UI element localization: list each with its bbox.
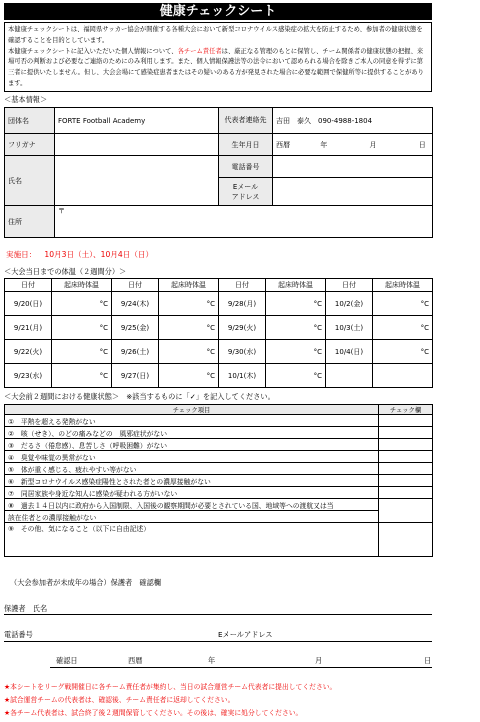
confirm-era: 西暦 [128, 656, 143, 665]
name-label: 氏名 [5, 156, 55, 206]
check-item-text: ⑨ その他、気になること（以下に自由記述） [5, 523, 379, 557]
temp-value-field[interactable]: °C [266, 340, 326, 364]
check-item-row [5, 523, 433, 557]
check-item-text: 該在住者との濃厚接触がない [5, 511, 379, 523]
col-date-1: 日付 [5, 279, 52, 292]
check-item-row [5, 499, 433, 511]
postal-mark: 〒 [58, 207, 65, 215]
temp-date: 9/22(火) [5, 340, 52, 364]
check-item-row [5, 487, 433, 499]
check-item-text: ③ だるさ（倦怠感）、息苦しさ（呼吸困難）がない [5, 439, 379, 451]
temp-date: 9/26(土) [112, 340, 159, 364]
check-item-text: ⑤ 体が重く感じる、疲れやすい等がない [5, 463, 379, 475]
check-box-field[interactable] [379, 499, 433, 523]
temp-row [5, 292, 433, 316]
temp-value-field[interactable]: °C [159, 292, 219, 316]
phone-label: 電話番号 [219, 156, 273, 178]
check-column-header: チェック欄 [379, 405, 433, 415]
check-box-field[interactable] [379, 451, 433, 463]
temp-date: 9/27(日) [112, 364, 159, 388]
footnote-1: ★本シートをリーグ戦開催日に各チーム責任者が集約し、当日の試合運営チーム代表者に提出してください。 [4, 683, 337, 691]
guardian-name-line[interactable] [4, 614, 432, 615]
temp-date: 10/1(木) [219, 364, 266, 388]
temp-row [5, 316, 433, 340]
name-field[interactable] [55, 156, 219, 206]
guardian-name-label: 保護者 氏名 [4, 604, 48, 613]
temp-value-field[interactable]: °C [52, 292, 112, 316]
intro-text [4, 22, 432, 92]
guardian-contact-line[interactable] [4, 641, 432, 642]
check-item-row [5, 463, 433, 475]
temperature-table [4, 278, 433, 388]
check-box-field[interactable] [379, 415, 433, 427]
event-dates: 実施日： 10月3日（土）、10月4日（日） [6, 250, 154, 259]
birthdate-field[interactable]: 西暦 年 月 日 [273, 134, 433, 156]
temp-date: 9/25(金) [112, 316, 159, 340]
check-item-text: ① 平熱を超える発熱がない [5, 415, 379, 427]
check-item-text: ⑥ 新型コロナウイルス感染症陽性とされた者との濃厚接触がない [5, 475, 379, 487]
check-item-text: ⑦ 同居家族や身近な知人に感染が疑われる方がいない [5, 487, 379, 499]
page-title: 健康チェックシート [4, 3, 432, 20]
check-box-field[interactable] [379, 487, 433, 499]
guardian-email-label: Eメールアドレス [218, 630, 273, 639]
check-box-field[interactable] [379, 523, 433, 557]
temp-value-field[interactable]: °C [266, 292, 326, 316]
check-item-text: ② 咳（せき）、のどの痛みなどの 風邪症状がない [5, 427, 379, 439]
check-item-row [5, 415, 433, 427]
check-box-field[interactable] [379, 475, 433, 487]
health-check-table [4, 404, 433, 557]
team-name-label: 団体名 [5, 108, 55, 134]
temp-value-field[interactable]: °C [159, 316, 219, 340]
temp-value-field[interactable]: °C [159, 340, 219, 364]
temp-value-field[interactable]: °C [373, 292, 433, 316]
confirm-day: 日 [424, 656, 432, 665]
temp-value-field[interactable]: °C [159, 364, 219, 388]
check-item-text: ⑧ 過去１４日以内に政府から入国制限、入国後の観察期間が必要とされている国、地域等への渡航又は当 [5, 499, 379, 511]
check-item-row [5, 475, 433, 487]
temp-value-field[interactable] [373, 364, 433, 388]
address-field[interactable] [55, 206, 433, 238]
intro-paragraph-1: 本健康チェックシートは、福岡県サッカー協会が開催する各種大会において新型コロナウイルス感染症の拡大を防止するため、参加者の健康状態を確認することを目的としています。 [8, 26, 423, 44]
check-box-field[interactable] [379, 427, 433, 439]
temp-date: 9/21(月) [5, 316, 52, 340]
footnote-2: ★試合運営チームの代表者は、確認後、チーム責任者に返却してください。 [4, 696, 235, 704]
col-temp-3: 起床時体温 [266, 279, 326, 292]
confirm-year: 年 [208, 656, 216, 665]
check-item-row [5, 439, 433, 451]
col-date-4: 日付 [326, 279, 373, 292]
temp-date: 9/20(日) [5, 292, 52, 316]
confirm-date-line[interactable] [50, 667, 432, 668]
guardian-heading: （大会参加者が未成年の場合）保護者 確認欄 [10, 578, 161, 587]
team-name-value[interactable]: FORTE Football Academy [55, 108, 219, 134]
temp-value-field[interactable]: °C [266, 364, 326, 388]
guardian-phone-label: 電話番号 [4, 630, 33, 639]
team-leader-highlight: 各チーム責任者 [177, 47, 222, 55]
temp-row [5, 364, 433, 388]
check-item-row [5, 427, 433, 439]
furigana-field[interactable] [55, 134, 219, 156]
temp-date: 9/30(水) [219, 340, 266, 364]
phone-field[interactable] [273, 156, 433, 178]
temp-date: 9/23(水) [5, 364, 52, 388]
temp-heading: ＜大会当日までの体温（２週間分）＞ [4, 267, 127, 276]
check-box-field[interactable] [379, 439, 433, 451]
intro-paragraph-2: 本健康チェックシートに記入いただいた個人情報について、各チーム責任者は、厳正なる管理のもとに保管し、チーム関係者の健康状態の把握、来場可否の判断および必要なご連絡のためにのみ利用します。また、個人情報保護法等の法令において認められる場合を除きご本人の同意を得ずに第三者に提供いたしません。但し、大会会場にて感染症患者またはその疑いのある方が発見された場合に必要な範囲で保健所等に提供することがあります。 [8, 47, 424, 87]
check-item-row [5, 511, 433, 523]
check-box-field[interactable] [379, 463, 433, 475]
temp-date: 10/2(金) [326, 292, 373, 316]
furigana-label: フリガナ [5, 134, 55, 156]
col-temp-4: 起床時体温 [373, 279, 433, 292]
temp-value-field[interactable]: °C [373, 316, 433, 340]
temp-value-field[interactable]: °C [52, 364, 112, 388]
rep-contact-label: 代表者連絡先 [219, 108, 273, 134]
basic-info-table [4, 107, 433, 238]
temp-value-field[interactable]: °C [266, 316, 326, 340]
col-date-3: 日付 [219, 279, 266, 292]
col-date-2: 日付 [112, 279, 159, 292]
temp-value-field[interactable]: °C [52, 340, 112, 364]
footnote-3: ★各チーム代表者は、試合終了後２週間保管してください。その後は、確実に処分してください。 [4, 709, 303, 717]
temp-date: 9/24(木) [112, 292, 159, 316]
check-item-text: ④ 臭覚や味覚の異常がない [5, 451, 379, 463]
confirm-month: 月 [315, 656, 323, 665]
temp-date: 9/28(月) [219, 292, 266, 316]
confirm-date-label: 確認日 [56, 656, 78, 665]
birthdate-label: 生年月日 [219, 134, 273, 156]
email-label: Eメール アドレス [219, 178, 273, 206]
check-item-row [5, 451, 433, 463]
temp-date: 10/3(土) [326, 316, 373, 340]
rep-contact-value[interactable]: 吉田 泰久 090-4988-1804 [273, 108, 433, 134]
health-heading: ＜大会前２週間における健康状態＞ ※該当するものに「✓」を記入してください。 [4, 392, 275, 401]
col-temp-2: 起床時体温 [159, 279, 219, 292]
check-items-header: チェック項目 [5, 405, 379, 415]
col-temp-1: 起床時体温 [52, 279, 112, 292]
temp-date: 9/29(火) [219, 316, 266, 340]
temp-date [326, 364, 373, 388]
temp-value-field[interactable]: °C [373, 340, 433, 364]
temp-row [5, 340, 433, 364]
temp-date: 10/4(日) [326, 340, 373, 364]
temp-value-field[interactable]: °C [52, 316, 112, 340]
address-label: 住所 [5, 206, 55, 238]
basic-info-heading: ＜基本情報＞ [4, 95, 48, 104]
email-field[interactable] [273, 178, 433, 206]
